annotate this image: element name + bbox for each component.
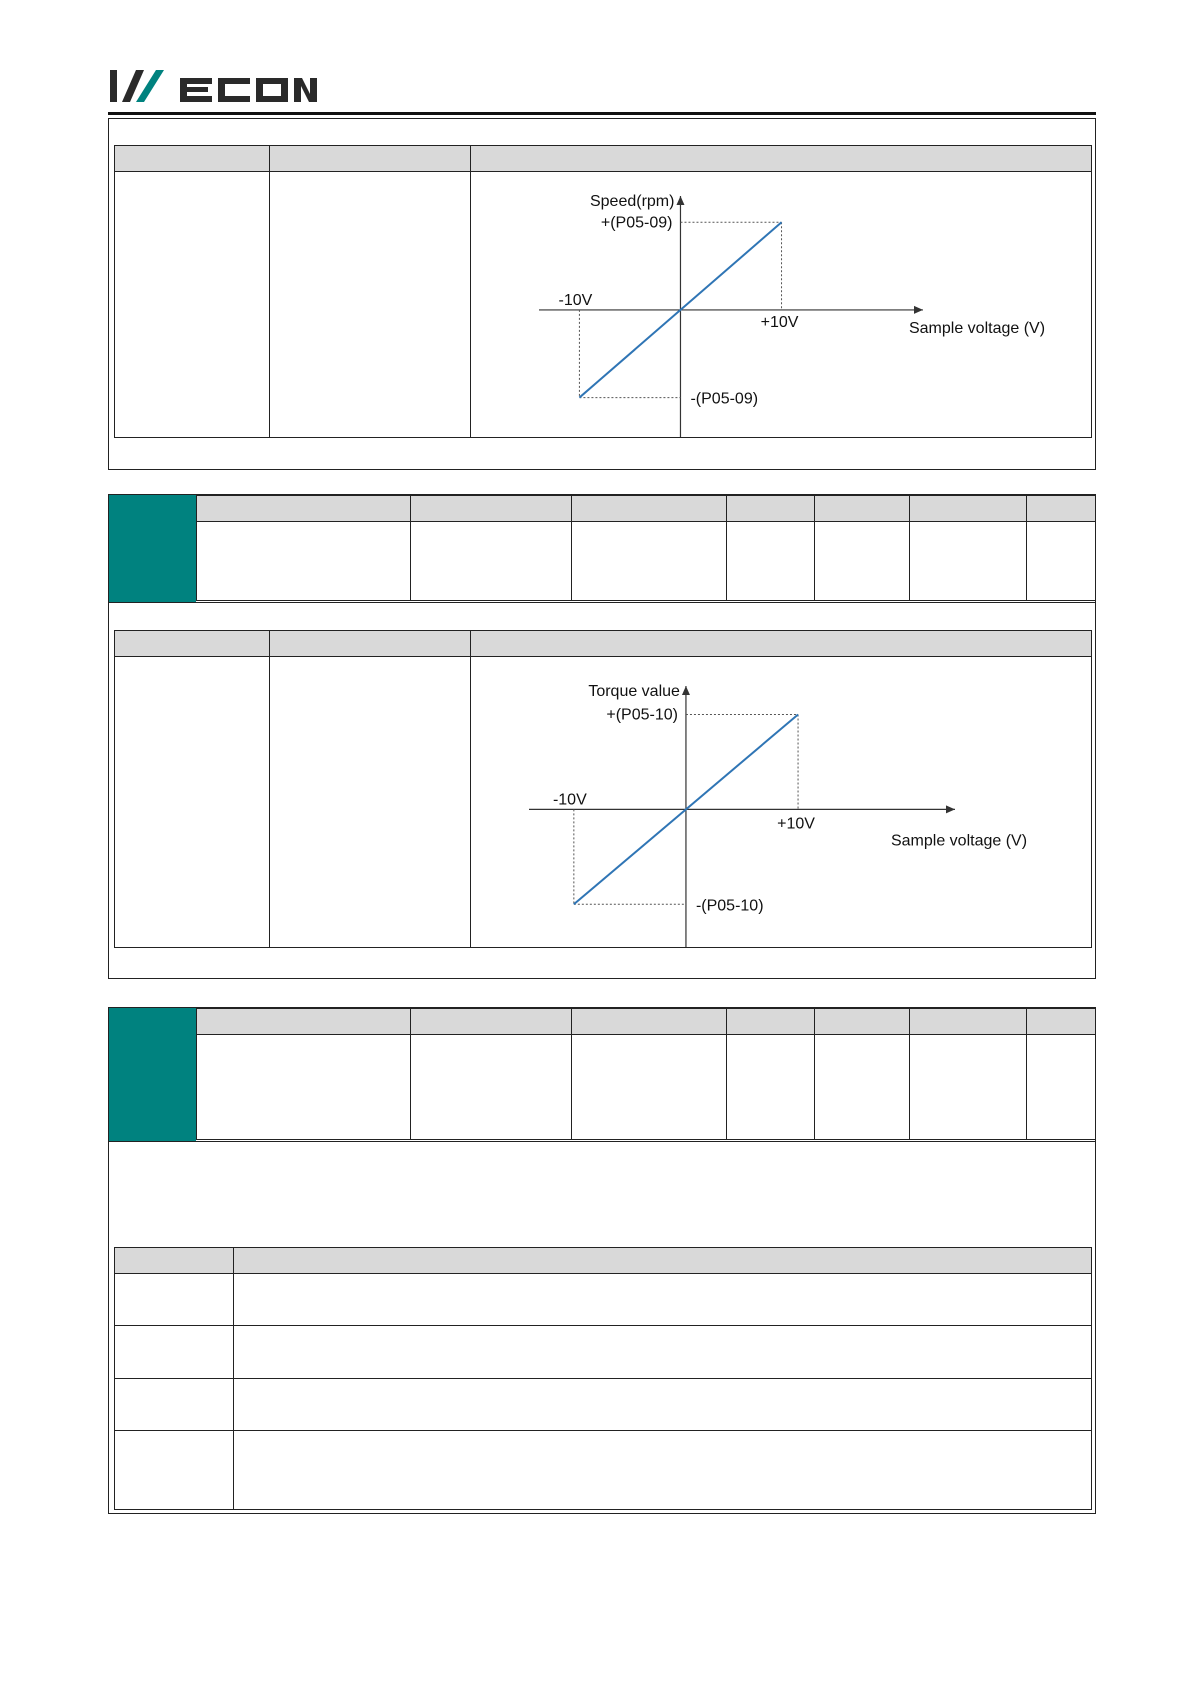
table-row: [115, 1274, 1092, 1326]
y-tick-label: -(P05-09): [690, 390, 759, 408]
y-axis-arrow: [676, 196, 684, 205]
parameter-code-block: [109, 495, 196, 602]
torque-chart-cell: [471, 657, 1092, 948]
divider: [109, 602, 1095, 603]
table-row: [115, 1326, 1092, 1379]
setting-value-table: [114, 1247, 1092, 1510]
x-tick-label: -10V: [558, 291, 593, 309]
table-header-row: [115, 146, 1092, 172]
torque-voltage-chart: [471, 657, 1091, 947]
table-row: [115, 1379, 1092, 1431]
table-header-row: [197, 496, 1096, 522]
table-header-row: [197, 1009, 1096, 1035]
x-tick-label: +10V: [777, 815, 815, 833]
speed-voltage-chart: [471, 172, 1091, 437]
y-axis-label: Torque value: [588, 683, 680, 700]
y-tick-label: +(P05-10): [606, 706, 678, 724]
wecon-logo: [108, 64, 318, 108]
x-axis-arrow: [946, 805, 955, 813]
speed-chart-cell: [471, 172, 1092, 438]
header-rule: [108, 112, 1096, 115]
parameter-code-block: [109, 1008, 196, 1141]
y-tick-label: +(P05-09): [600, 214, 673, 232]
table-header-row: [115, 631, 1092, 657]
table-row: [115, 1431, 1092, 1510]
y-axis-arrow: [682, 686, 690, 695]
table-row: [115, 172, 1092, 438]
x-axis-arrow: [914, 306, 923, 314]
x-axis-label: Sample voltage (V): [908, 319, 1046, 337]
x-axis-label: Sample voltage (V): [890, 832, 1028, 850]
table-row: [115, 657, 1092, 948]
table-row: [197, 1035, 1096, 1140]
x-tick-label: +10V: [760, 313, 799, 331]
table-header-row: [115, 1248, 1092, 1274]
y-tick-label: -(P05-10): [695, 897, 764, 915]
y-axis-label: Speed(rpm): [589, 193, 675, 210]
x-tick-label: -10V: [552, 791, 587, 809]
parameter-attribute-table-2: [196, 1008, 1096, 1140]
table-row: [197, 522, 1096, 601]
divider: [109, 1141, 1095, 1142]
torque-param-table: [114, 630, 1092, 948]
speed-param-table: [114, 145, 1092, 438]
parameter-attribute-table: [196, 495, 1096, 601]
